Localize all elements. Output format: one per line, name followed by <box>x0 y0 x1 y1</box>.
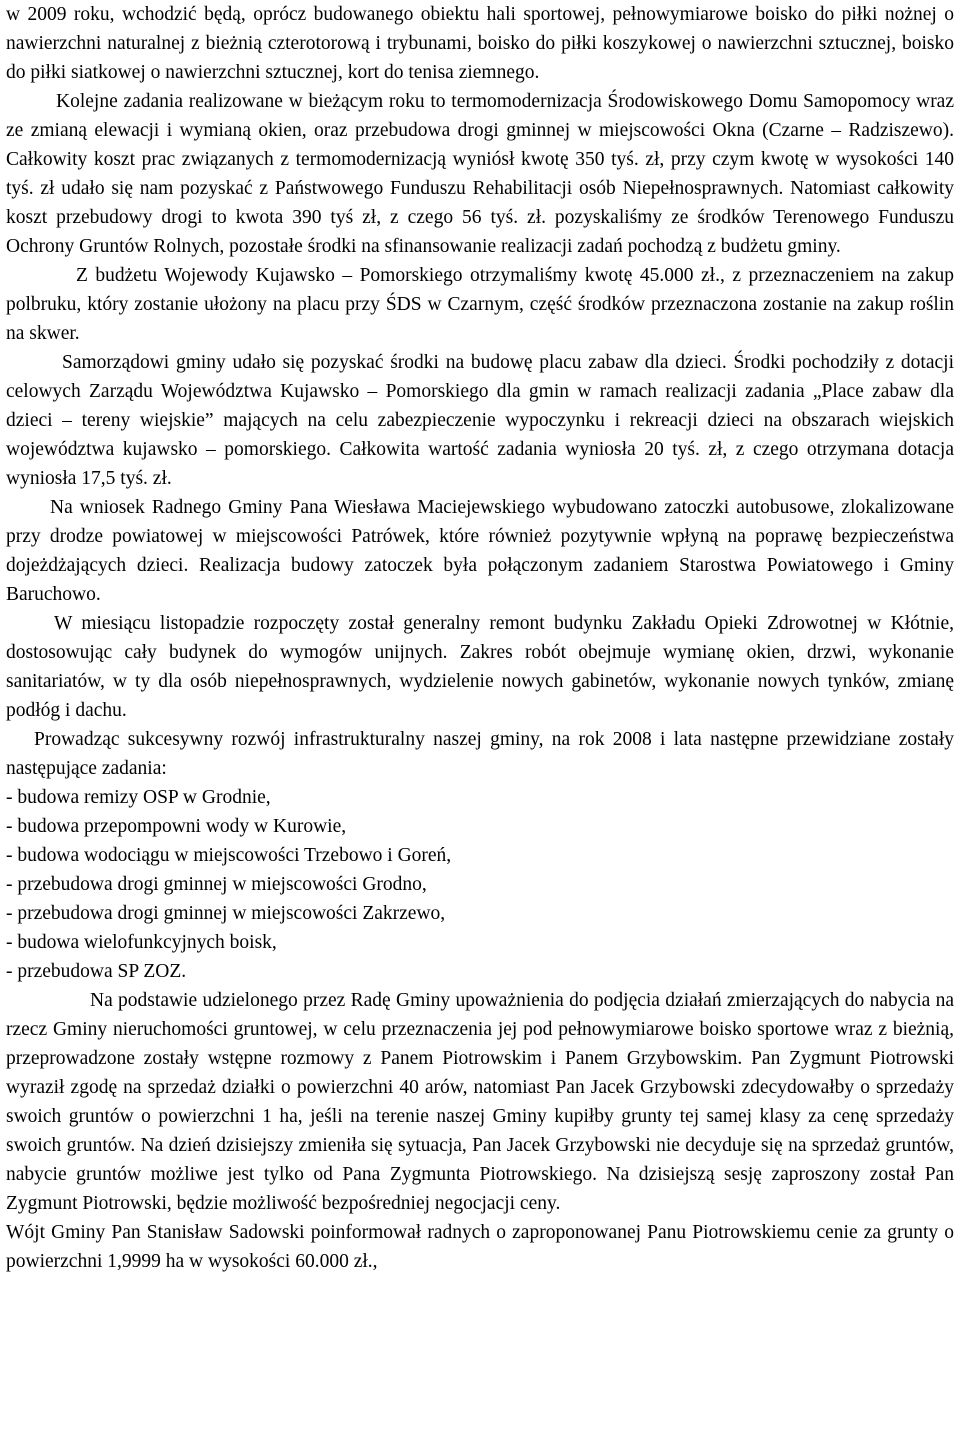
paragraph-playground: Samorządowi gminy udało się pozyskać środki na budowę placu zabaw dla dzieci. Środki pochodziły z dotacji celowych Zarządu Województwa Kujawsko – Pomorskiego dla gmin w ramach realizacji zadania „Place zabaw dla dzieci – tereny wiejskie” mających na celu zabezpieczenie wypoczynku i rekreacji dzieci na obszarach wiejskich województwa kujawsko – pomorskiego. Całkowita wartość zadania wyniosła 20 tyś. zł, z czego otrzymana dotacja wyniosła 17,5 tyś. zł. <box>6 352 954 489</box>
paragraph-mayor-offer: Wójt Gminy Pan Stanisław Sadowski poinformował radnych o zaproponowanej Panu Piotrowskiemu cenie za grunty o powierzchni 1,9999 ha w wysokości 60.000 zł., <box>6 1222 954 1272</box>
paragraph-clinic-renovation: W miesiącu listopadzie rozpoczęty został generalny remont budynku Zakładu Opieki Zdrowotnej w Kłótnie, dostosowując cały budynek do wymogów unijnych. Zakres robót obejmuje wymianę okien, drzwi, wykonanie sanitariatów, w ty dla osób niepełnosprawnych, wydzielenie nowych gabinetów, wykonanie nowych tynków, zmianę podłóg i dachu. <box>6 613 954 721</box>
paragraph-infrastructure-plan: Prowadząc sukcesywny rozwój infrastrukturalny naszej gminy, na rok 2008 i lata następne przewidziane zostały następujące zadania: <box>6 729 954 779</box>
paragraph-bus-bays: Na wniosek Radnego Gminy Pana Wiesława Maciejewskiego wybudowano zatoczki autobusowe, zlokalizowane przy drodze powiatowej w miejscowości Patrówek, które również pozytywnie wpłyną na poprawę bezpieczeństwa dojeżdżających dzieci. Realizacja budowy zatoczek była połączonym zadaniem Starostwa Powiatowego i Gminy Baruchowo. <box>6 497 954 605</box>
paragraph-land-acquisition: Na podstawie udzielonego przez Radę Gminy upoważnienia do podjęcia działań zmierzających do nabycia na rzecz Gminy nieruchomości gruntowej, w celu przeznaczenia jej pod pełnowymiarowe boisko sportowe wraz z bieżnią, przeprowadzone zostały wstępne rozmowy z Panem Piotrowskim i Panem Grzybowskim. Pan Zygmunt Piotrowski wyraził zgodę na sprzedaż działki o powierzchni 40 arów, natomiast Pan Jacek Grzybowski zdecydowałby o sprzedaży swoich gruntów o powierzchni 1 ha, jeśli na terenie naszej Gminy kupiłby grunty tej samej klasy za cenę sprzedaży swoich gruntów. Na dzień dzisiejszy zmieniła się sytuacja, Pan Jacek Grzybowski nie decyduje się na sprzedaż gruntów, nabycie gruntów możliwe jest tylko od Pana Zygmunta Piotrowskiego. Na dzisiejszą sesję zaproszony został Pan Zygmunt Piotrowski, będzie możliwość bezpośredniej negocjacji ceny. <box>6 990 954 1214</box>
list-item: - przebudowa SP ZOZ. <box>6 961 187 982</box>
planned-tasks-list <box>6 783 954 986</box>
list-item: - budowa remizy OSP w Grodnie, <box>6 787 271 808</box>
paragraph-sports-facilities: w 2009 roku, wchodzić będą, oprócz budowanego obiektu hali sportowej, pełnowymiarowe boisko do piłki nożnej o nawierzchni naturalnej z bieżnią czterotorową i trybunami, boisko do piłki koszykowej o nawierzchni sztucznej, boisko do piłki siatkowej o nawierzchni sztucznej, kort do tenisa ziemnego. <box>6 4 954 83</box>
paragraph-voivode-funds: Z budżetu Wojewody Kujawsko – Pomorskiego otrzymaliśmy kwotę 45.000 zł., z przeznaczeniem na zakup polbruku, który zostanie ułożony na placu przy ŚDS w Czarnym, część środków przeznaczona zostanie na zakup roślin na skwer. <box>6 265 954 344</box>
paragraph-current-tasks: Kolejne zadania realizowane w bieżącym roku to termomodernizacja Środowiskowego Domu Samopomocy wraz ze zmianą elewacji i wymianą okien, oraz przebudowa drogi gminnej w miejscowości Okna (Czarne – Radziszewo). Całkowity koszt prac związanych z termomodernizacją wyniósł kwotę 350 tyś. zł, przy czym kwotę w wysokości 140 tyś. zł udało się nam pozyskać z Państwowego Funduszu Rehabilitacji osób Niepełnosprawnych. Natomiast całkowity koszt przebudowy drogi to kwota 390 tyś zł, z czego 56 tyś. zł. pozyskaliśmy ze środków Terenowego Funduszu Ochrony Gruntów Rolnych, pozostałe środki na sfinansowanie realizacji zadań pochodzą z budżetu gminy. <box>6 91 954 257</box>
list-item: - budowa przepompowni wody w Kurowie, <box>6 816 347 837</box>
list-item: - przebudowa drogi gminnej w miejscowości Grodno, <box>6 874 427 895</box>
list-item: - budowa wodociągu w miejscowości Trzebowo i Goreń, <box>6 845 452 866</box>
list-item: - budowa wielofunkcyjnych boisk, <box>6 932 277 953</box>
list-item: - przebudowa drogi gminnej w miejscowości Zakrzewo, <box>6 903 446 924</box>
